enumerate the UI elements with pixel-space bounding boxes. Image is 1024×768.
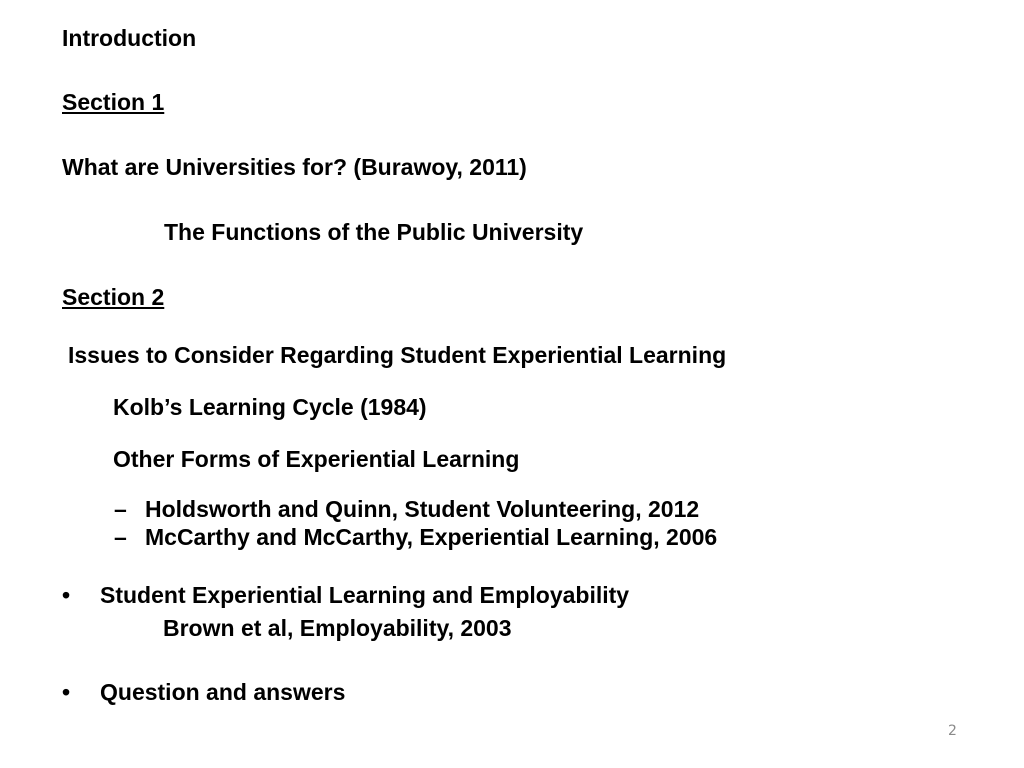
kolb-learning-cycle: Kolb’s Learning Cycle (1984): [113, 394, 427, 420]
page-number: 2: [948, 723, 957, 739]
dash-marker: –: [114, 496, 127, 522]
employability-reference: Brown et al, Employability, 2003: [163, 615, 512, 641]
sub-item-holdsworth: Holdsworth and Quinn, Student Volunteering, 2012: [145, 496, 700, 522]
section-1-heading: Section 1: [62, 89, 165, 115]
introduction-heading: Introduction: [62, 25, 197, 51]
employability-bullet: Student Experiential Learning and Employability: [100, 582, 630, 608]
universities-question: What are Universities for? (Burawoy, 2011): [62, 154, 527, 180]
issues-heading: Issues to Consider Regarding Student Experiential Learning: [68, 342, 727, 368]
bullet-marker: •: [62, 679, 71, 705]
sub-item-mccarthy: McCarthy and McCarthy, Experiential Learning, 2006: [145, 524, 718, 550]
other-forms-heading: Other Forms of Experiential Learning: [113, 446, 520, 472]
questions-bullet: Question and answers: [100, 679, 346, 705]
functions-public-university: The Functions of the Public University: [164, 219, 584, 245]
bullet-marker: •: [62, 582, 71, 608]
dash-marker: –: [114, 524, 127, 550]
section-2-heading: Section 2: [62, 284, 165, 310]
